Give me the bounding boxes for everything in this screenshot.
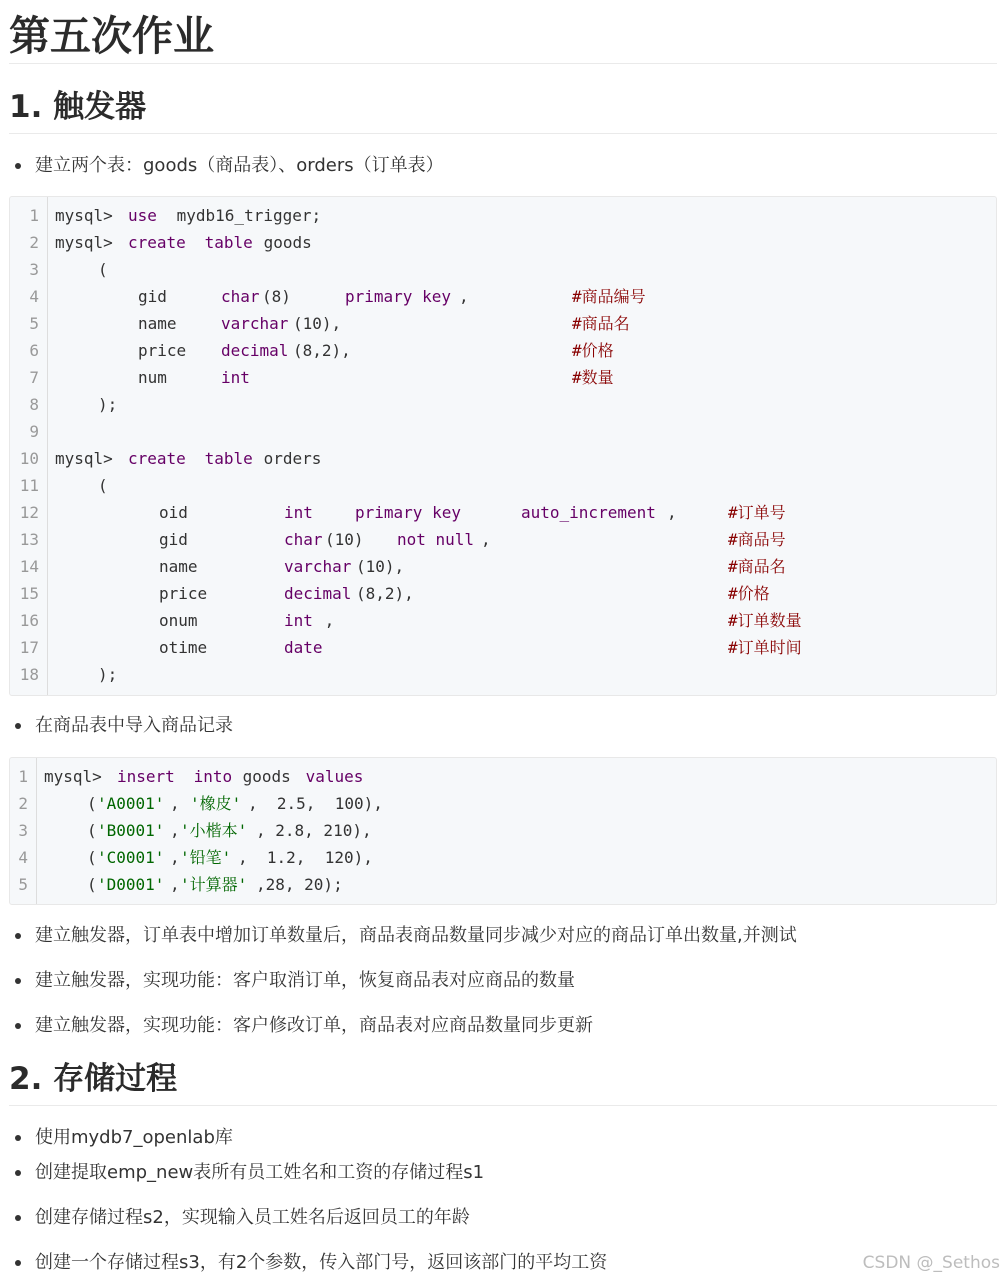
- code-token: #订单号: [728, 503, 786, 522]
- list-item: 建立两个表：goods（商品表）、orders（订单表）: [9, 154, 997, 178]
- code-line: [10, 763, 996, 790]
- code-line: [10, 817, 996, 844]
- code-token: #商品名: [572, 314, 630, 333]
- code-token: 'D0001': [97, 875, 165, 894]
- code-token: (: [87, 821, 97, 840]
- code-token: decimal: [284, 584, 352, 603]
- code-line: [10, 790, 996, 817]
- code-token: auto_increment: [521, 503, 656, 522]
- list-item: 创建一个存储过程s3，有2个参数，传入部门号，返回该部门的平均工资: [9, 1251, 997, 1281]
- code-line: [10, 607, 996, 634]
- list-item: 创建存储过程s2，实现输入员工姓名后返回员工的年龄: [9, 1206, 997, 1251]
- bullet-list-tables: [9, 154, 997, 178]
- line-number: 1: [29, 206, 39, 225]
- code-line: [10, 391, 996, 418]
- code-token: );: [98, 665, 118, 684]
- code-token: (: [98, 260, 108, 279]
- line-number: 7: [29, 368, 39, 387]
- line-number: 9: [29, 422, 39, 441]
- line-number: 17: [19, 638, 39, 657]
- code-block-create-tables: [9, 196, 997, 696]
- code-line: [10, 634, 996, 661]
- code-token: #商品编号: [572, 287, 646, 306]
- code-token: (: [87, 848, 97, 867]
- code-token: 'A0001': [97, 794, 165, 813]
- line-number: 13: [19, 530, 39, 549]
- code-line: [10, 256, 996, 283]
- code-token: create: [128, 449, 186, 468]
- code-token: table: [195, 449, 253, 468]
- code-token: mysql>: [55, 449, 123, 468]
- code-token: name: [138, 314, 177, 333]
- line-number: 4: [29, 287, 39, 306]
- code-token: use: [128, 206, 157, 225]
- code-line: [10, 229, 996, 256]
- code-token: varchar: [221, 314, 289, 333]
- code-token: ,: [170, 848, 180, 867]
- code-token: (8,2),: [293, 341, 351, 360]
- code-token: , 1.2, 120),: [238, 848, 373, 867]
- code-token: int: [284, 611, 313, 630]
- code-token: primary key: [355, 503, 461, 522]
- list-item: 创建提取emp_new表所有员工姓名和工资的存储过程s1: [9, 1161, 997, 1206]
- code-token: goods: [254, 233, 312, 252]
- watermark: CSDN @_Sethos: [862, 1253, 1000, 1273]
- bullet-list-procedure-tasks: [9, 1126, 997, 1281]
- code-token: (: [87, 875, 97, 894]
- line-number: 4: [18, 848, 28, 867]
- code-token: mysql>: [55, 233, 123, 252]
- code-token: oid: [159, 503, 188, 522]
- code-token: date: [284, 638, 323, 657]
- code-token: price: [159, 584, 208, 603]
- code-token: varchar: [284, 557, 352, 576]
- code-line: [10, 871, 996, 898]
- line-number: 2: [29, 233, 39, 252]
- section-heading-trigger: 1. 触发器: [9, 74, 997, 134]
- line-number: 5: [18, 875, 28, 894]
- code-token: name: [159, 557, 198, 576]
- code-token: (: [98, 476, 108, 495]
- code-token: #数量: [572, 368, 614, 387]
- code-token: gid: [159, 530, 188, 549]
- list-item: 建立触发器，订单表中增加订单数量后，商品表商品数量同步减少对应的商品订单出数量,并测试: [9, 924, 997, 969]
- section-heading-procedure: 2. 存储过程: [9, 1046, 997, 1106]
- article: [9, 0, 997, 125]
- code-token: price: [138, 341, 187, 360]
- code-token: not null: [397, 530, 475, 549]
- code-token: primary key: [345, 287, 451, 306]
- code-token: 'C0001': [97, 848, 165, 867]
- code-line: [10, 526, 996, 553]
- code-line: [10, 337, 996, 364]
- code-token: goods: [233, 767, 291, 786]
- code-token: #价格: [572, 341, 614, 360]
- list-item: 建立触发器，实现功能：客户取消订单，恢复商品表对应商品的数量: [9, 969, 997, 1014]
- list-item: 建立触发器，实现功能：客户修改订单，商品表对应商品数量同步更新: [9, 1014, 997, 1044]
- code-token: ,: [667, 503, 677, 522]
- line-number: 6: [29, 341, 39, 360]
- code-line: [10, 844, 996, 871]
- code-line: [10, 310, 996, 337]
- code-token: decimal: [221, 341, 289, 360]
- line-number: 12: [19, 503, 39, 522]
- line-number: 11: [19, 476, 39, 495]
- code-token: (: [87, 794, 97, 813]
- code-line: [10, 661, 996, 688]
- code-token: table: [195, 233, 253, 252]
- code-token: );: [98, 395, 118, 414]
- line-number: 3: [18, 821, 28, 840]
- code-token: ,: [170, 794, 190, 813]
- code-line: [10, 472, 996, 499]
- code-token: '小楷本': [180, 821, 248, 840]
- code-token: ,: [459, 287, 469, 306]
- code-line: [10, 364, 996, 391]
- line-number: 5: [29, 314, 39, 333]
- code-token: int: [284, 503, 313, 522]
- code-line: [10, 553, 996, 580]
- code-token: , 2.8, 210),: [256, 821, 372, 840]
- code-token: otime: [159, 638, 208, 657]
- code-token: char: [284, 530, 323, 549]
- code-line: [10, 283, 996, 310]
- line-number: 15: [19, 584, 39, 603]
- code-token: onum: [159, 611, 198, 630]
- code-token: (10): [325, 530, 364, 549]
- line-number: 2: [18, 794, 28, 813]
- code-token: #价格: [728, 584, 770, 603]
- code-token: num: [138, 368, 167, 387]
- code-token: mysql>: [44, 767, 112, 786]
- code-token: values: [296, 767, 364, 786]
- code-line: [10, 418, 996, 445]
- bullet-list-insert: [9, 714, 997, 738]
- code-token: '计算器': [180, 875, 248, 894]
- code-token: orders: [254, 449, 322, 468]
- code-token: insert: [117, 767, 175, 786]
- code-token: ,: [315, 611, 335, 630]
- code-token: mydb16_trigger;: [167, 206, 322, 225]
- code-line: [10, 202, 996, 229]
- code-token: , 2.5, 100),: [248, 794, 383, 813]
- code-token: into: [184, 767, 233, 786]
- line-number: 3: [29, 260, 39, 279]
- line-number: 14: [19, 557, 39, 576]
- code-token: gid: [138, 287, 167, 306]
- code-token: ,: [170, 875, 180, 894]
- line-number: 18: [19, 665, 39, 684]
- line-number: 8: [29, 395, 39, 414]
- code-line: [10, 445, 996, 472]
- line-number: 10: [19, 449, 39, 468]
- list-item: 在商品表中导入商品记录: [9, 714, 997, 738]
- code-token: int: [221, 368, 250, 387]
- bullet-list-trigger-tasks: [9, 924, 997, 1044]
- code-token: (8,2),: [356, 584, 414, 603]
- code-token: #订单时间: [728, 638, 802, 657]
- code-token: (8): [262, 287, 291, 306]
- code-token: #订单数量: [728, 611, 802, 630]
- code-line: [10, 499, 996, 526]
- code-line: [10, 580, 996, 607]
- code-token: mysql>: [55, 206, 123, 225]
- code-block-insert-goods: [9, 757, 997, 905]
- code-token: (10),: [356, 557, 405, 576]
- code-token: ,: [170, 821, 180, 840]
- line-number: 16: [19, 611, 39, 630]
- code-token: #商品名: [728, 557, 786, 576]
- code-token: '橡皮': [190, 794, 242, 813]
- code-token: '铅笔': [180, 848, 232, 867]
- code-token: 'B0001': [97, 821, 165, 840]
- code-token: ,: [481, 530, 491, 549]
- code-token: ,28, 20);: [256, 875, 343, 894]
- code-token: #商品号: [728, 530, 786, 549]
- line-number: 1: [18, 767, 28, 786]
- code-token: (10),: [293, 314, 342, 333]
- code-token: char: [221, 287, 260, 306]
- code-token: create: [128, 233, 186, 252]
- list-item: 使用mydb7_openlab库: [9, 1126, 997, 1161]
- page-title: 第五次作业: [9, 0, 997, 64]
